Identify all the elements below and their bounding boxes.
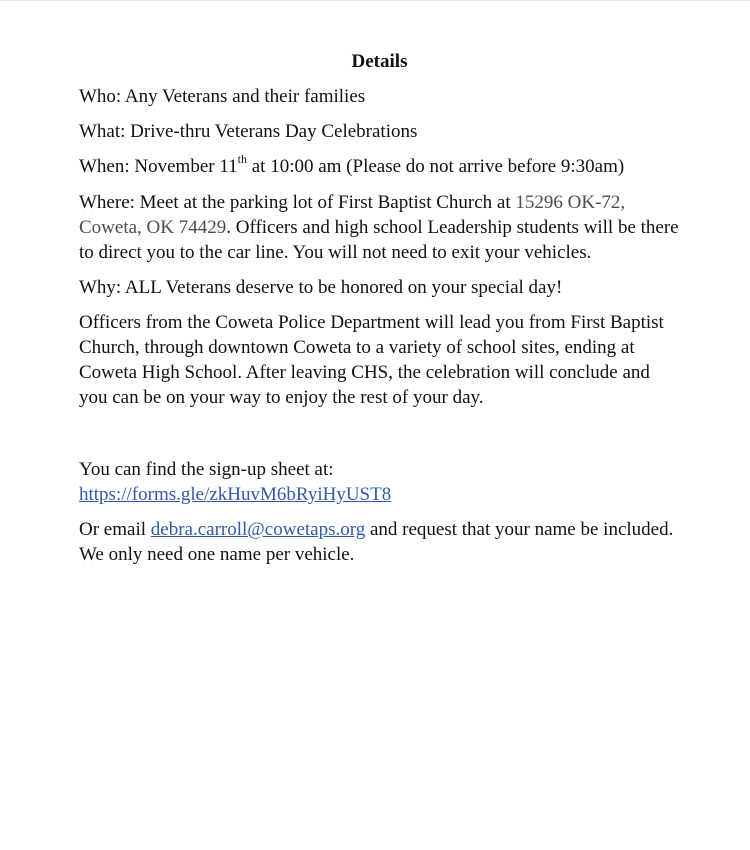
who-line: Who: Any Veterans and their families (79, 86, 366, 107)
section-spacer (79, 420, 679, 457)
when-suffix: at 10:00 am (Please do not arrive before 9:30am) (246, 156, 625, 177)
when-prefix: When: November 11 (79, 156, 238, 177)
where-paragraph (79, 190, 679, 265)
email-paragraph (79, 517, 679, 567)
route-paragraph: Officers from the Coweta Police Department will lead you from First Baptist Church, through downtown Coweta to a variety of school sites, ending at Coweta High School. After leaving CHS, the celebration will conclude and you can be on your way to enjoy the rest of your day. (79, 312, 664, 408)
email-tail: and request that your name be included. We only need one name per vehicle. (79, 519, 674, 565)
when-line (79, 154, 679, 180)
top-edge-rule (0, 0, 750, 1)
what-line: What: Drive-thru Veterans Day Celebrations (79, 121, 418, 142)
why-line: Why: ALL Veterans deserve to be honored on your special day! (79, 277, 563, 298)
document-page (79, 49, 679, 577)
where-lead: Where: Meet at the parking lot of First Baptist Church at (79, 192, 516, 213)
signup-paragraph (79, 457, 679, 507)
when-ordinal-suffix: th (237, 152, 247, 166)
page-title: Details (351, 51, 408, 72)
signup-label: You can find the sign-up sheet at: (79, 459, 334, 480)
where-address-line-2: Coweta, OK 74429 (79, 217, 227, 238)
email-link[interactable]: debra.carroll@cowetaps.org (150, 519, 366, 540)
signup-link[interactable]: https://forms.gle/zkHuvM6bRyiHyUST8 (79, 484, 392, 505)
where-address-line-1: 15296 OK-72, (515, 192, 626, 213)
email-lead: Or email (79, 519, 151, 540)
where-rest: . Officers and high school Leadership students will be there to direct you to the car line. You will not need to exit your vehicles. (79, 217, 679, 263)
